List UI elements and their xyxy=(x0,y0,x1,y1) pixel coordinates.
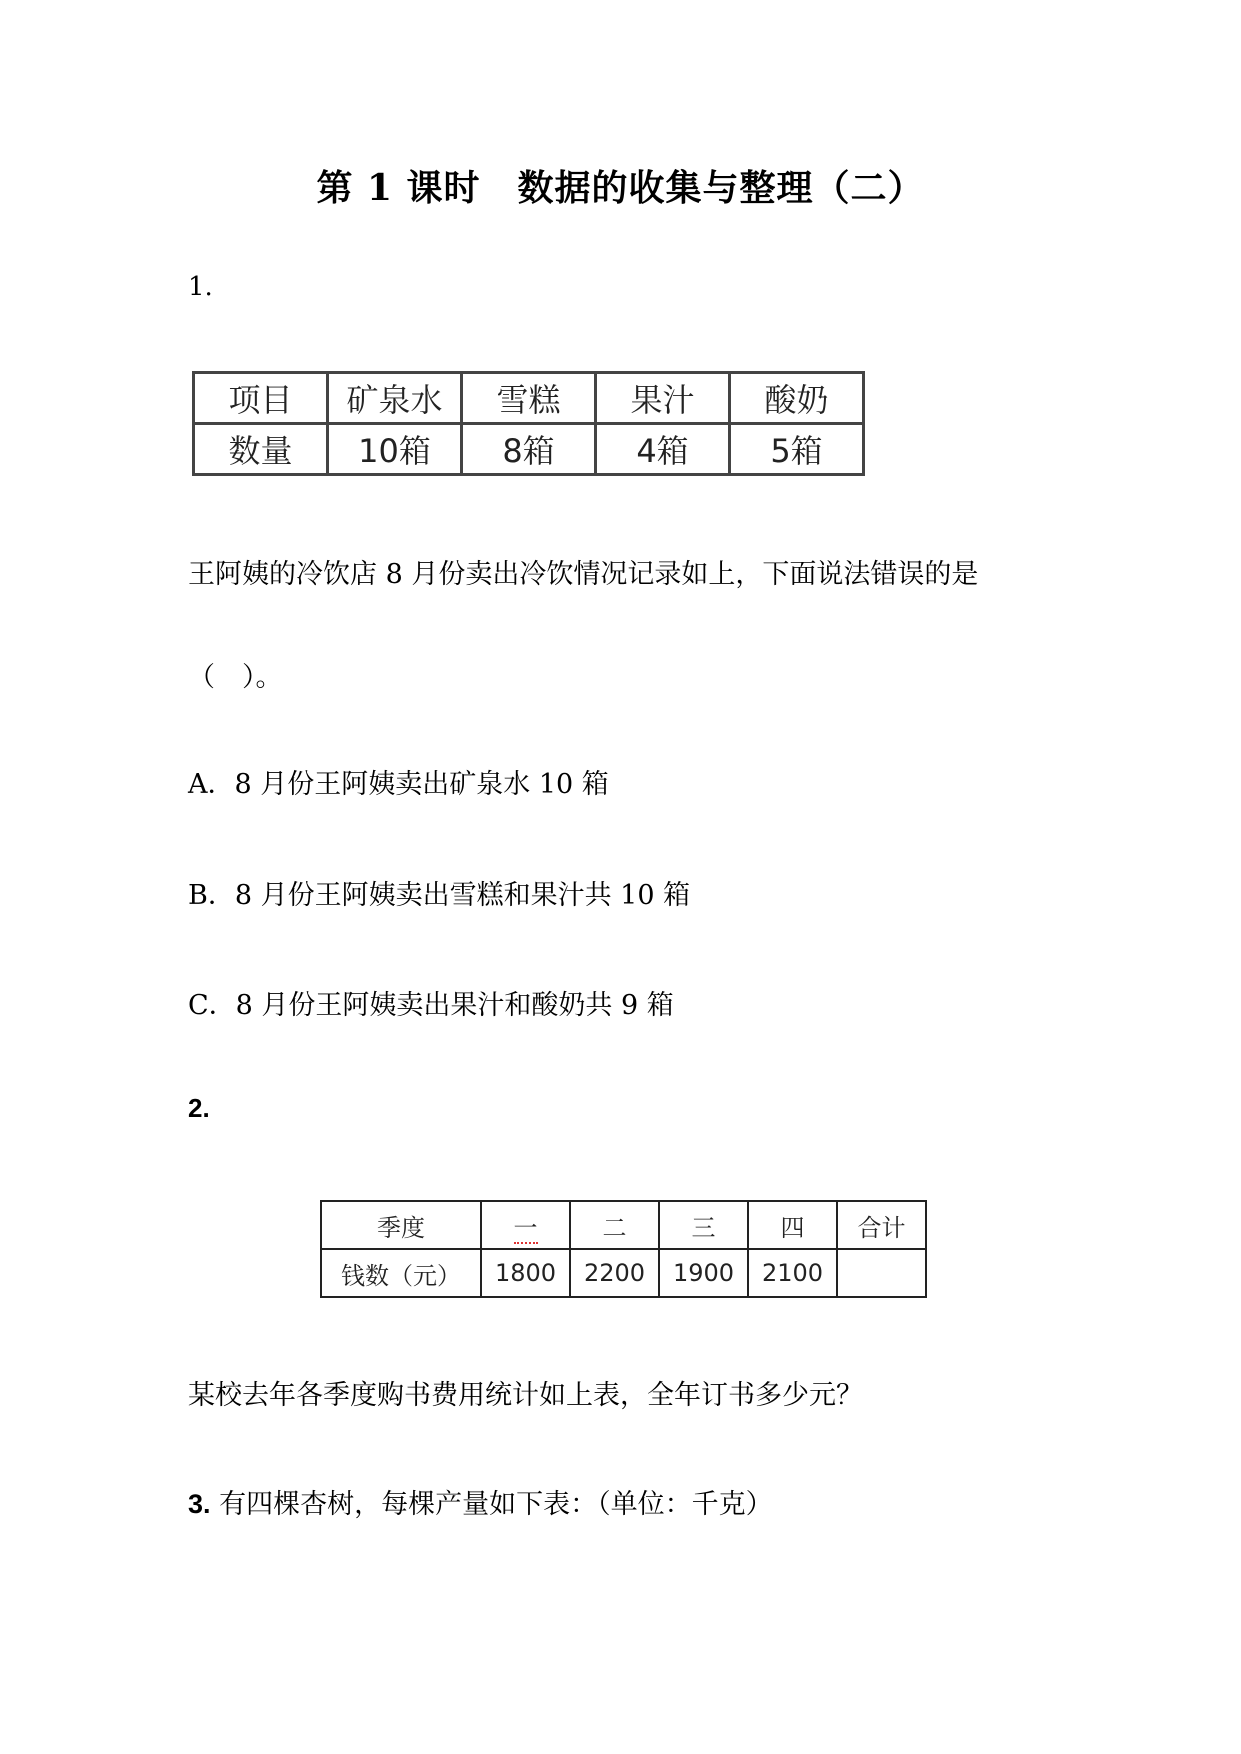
table-cell: 1900 xyxy=(659,1249,748,1297)
q1-table xyxy=(192,371,865,476)
q1-option-c: C．8 月份王阿姨卖出果汁和酸奶共 9 箱 xyxy=(188,990,674,1021)
table-cell: 2200 xyxy=(570,1249,659,1297)
table-header-cell: 季度 xyxy=(321,1201,481,1249)
table-cell: 酸奶 xyxy=(730,373,864,424)
table-cell: 项目 xyxy=(194,373,328,424)
question-1-number: 1. xyxy=(188,272,213,302)
spellcheck-underlined-text: 一 xyxy=(513,1213,538,1242)
table-row xyxy=(321,1249,926,1297)
table-row-label: 钱数（元） xyxy=(321,1249,481,1297)
table-row xyxy=(194,373,864,424)
table-cell: 5箱 xyxy=(730,424,864,475)
q2-text: 某校去年各季度购书费用统计如上表，全年订书多少元？ xyxy=(188,1380,863,1411)
table-header-cell: 二 xyxy=(570,1201,659,1249)
table-cell: 4箱 xyxy=(596,424,730,475)
q1-option-a: A．8 月份王阿姨卖出矿泉水 10 箱 xyxy=(188,769,609,800)
table-header-cell xyxy=(481,1201,570,1249)
table-cell-total xyxy=(837,1249,926,1297)
table-row xyxy=(321,1201,926,1249)
q3-text: 有四棵杏树，每棵产量如下表：（单位：千克） xyxy=(219,1489,773,1520)
table-cell: 雪糕 xyxy=(462,373,596,424)
q1-text-line1: 王阿姨的冷饮店 8 月份卖出冷饮情况记录如上，下面说法错误的是 xyxy=(188,559,979,590)
q1-option-b: B．8 月份王阿姨卖出雪糕和果汁共 10 箱 xyxy=(188,880,691,911)
page-title: 第 1 课时 数据的收集与整理（二） xyxy=(316,167,925,209)
table-cell: 2100 xyxy=(748,1249,837,1297)
q2-table xyxy=(320,1200,927,1298)
table-cell: 矿泉水 xyxy=(328,373,462,424)
table-cell: 8箱 xyxy=(462,424,596,475)
question-3-number: 3. xyxy=(188,1489,211,1519)
q3-line xyxy=(188,1482,773,1521)
table-cell: 果汁 xyxy=(596,373,730,424)
q1-text-line2: （ ）。 xyxy=(188,662,283,693)
table-header-cell: 三 xyxy=(659,1201,748,1249)
table-cell: 数量 xyxy=(194,424,328,475)
table-cell: 1800 xyxy=(481,1249,570,1297)
table-row xyxy=(194,424,864,475)
table-header-cell: 合计 xyxy=(837,1201,926,1249)
table-cell: 10箱 xyxy=(328,424,462,475)
table-header-cell: 四 xyxy=(748,1201,837,1249)
question-2-number: 2. xyxy=(188,1093,210,1123)
